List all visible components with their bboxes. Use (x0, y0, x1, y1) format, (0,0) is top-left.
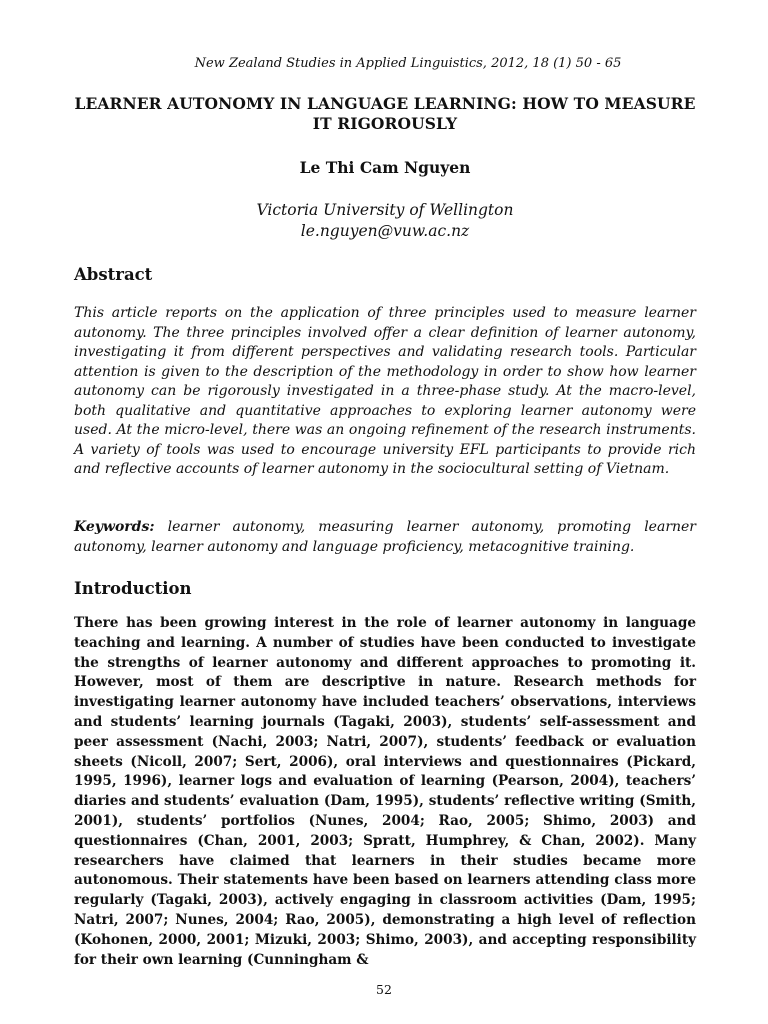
page-number: 52 (376, 982, 392, 997)
introduction-body: There has been growing interest in the role of learner autonomy in language teaching and learning. A number of studies have been conducted to investigate the strengths of learner autonomy and different approaches to promoting it. However, most of them are descriptive in nature. Research methods for investigating learner autonomy have included teachers’ observations, interviews and students’ learning journals (Tagaki, 2003), students’ self-assessment and peer assessment (Nachi, 2003; Natri, 2007), students’ feedback or evaluation sheets (Nicoll, 2007; Sert, 2006), oral interviews and questionnaires (Pickard, 1995, 1996), learner logs and evaluation of learning (Pearson, 2004), teachers’ diaries and students’ evaluation (Dam, 1995), students’ reflective writing (Smith, 2001), students’ portfolios (Nunes, 2004; Rao, 2005; Shimo, 2003) and questionnaires (Chan, 2001, 2003; Spratt, Humphrey, & Chan, 2002). Many researchers have claimed that learners in their studies became more autonomous. Their statements have been based on learners attending class more regularly (Tagaki, 2003), actively engaging in classroom activities (Dam, 1995; Natri, 2007; Nunes, 2004; Rao, 2005), demonstrating a high level of reflection (Kohonen, 2000, 2001; Mizuki, 2003; Shimo, 2003), and accepting responsibility for their own learning (Cunningham & (74, 615, 696, 968)
author-affiliation: Victoria University of Wellington (256, 201, 514, 219)
journal-citation: New Zealand Studies in Applied Linguistics, 2012, 18 (1) 50 - 65 (194, 56, 622, 71)
author-name: Le Thi Cam Nguyen (299, 158, 471, 177)
keywords-label: Keywords: (74, 519, 155, 535)
abstract-body: This article reports on the application of three principles used to measure learner autonomy. The three principles involved offer a clear definition of learner autonomy, investigating it from different perspectives and validating research tools. Particular attention is given to the description of the methodology in order to show how learner autonomy can be rigorously investigated in a three-phase study. At the macro-level, both qualitative and quantitative approaches to exploring learner autonomy were used. At the micro-level, there was an ongoing refinement of the research instruments. A variety of tools was used to encourage university EFL participants to provide rich and reflective accounts of learner autonomy in the sociocultural setting of Vietnam. (74, 305, 696, 477)
abstract-heading: Abstract (74, 265, 153, 284)
author-email[interactable]: le.nguyen@vuw.ac.nz (300, 222, 470, 240)
introduction-heading: Introduction (74, 579, 192, 598)
keywords-paragraph (74, 518, 696, 557)
author-affiliation-block (74, 200, 696, 242)
article-title: LEARNER AUTONOMY IN LANGUAGE LEARNING: HOW TO MEASURE IT RIGOROUSLY (74, 94, 696, 133)
keywords-list: learner autonomy, measuring learner autonomy, promoting learner autonomy, learner autonomy and language proficiency, metacognitive training. (74, 519, 697, 555)
